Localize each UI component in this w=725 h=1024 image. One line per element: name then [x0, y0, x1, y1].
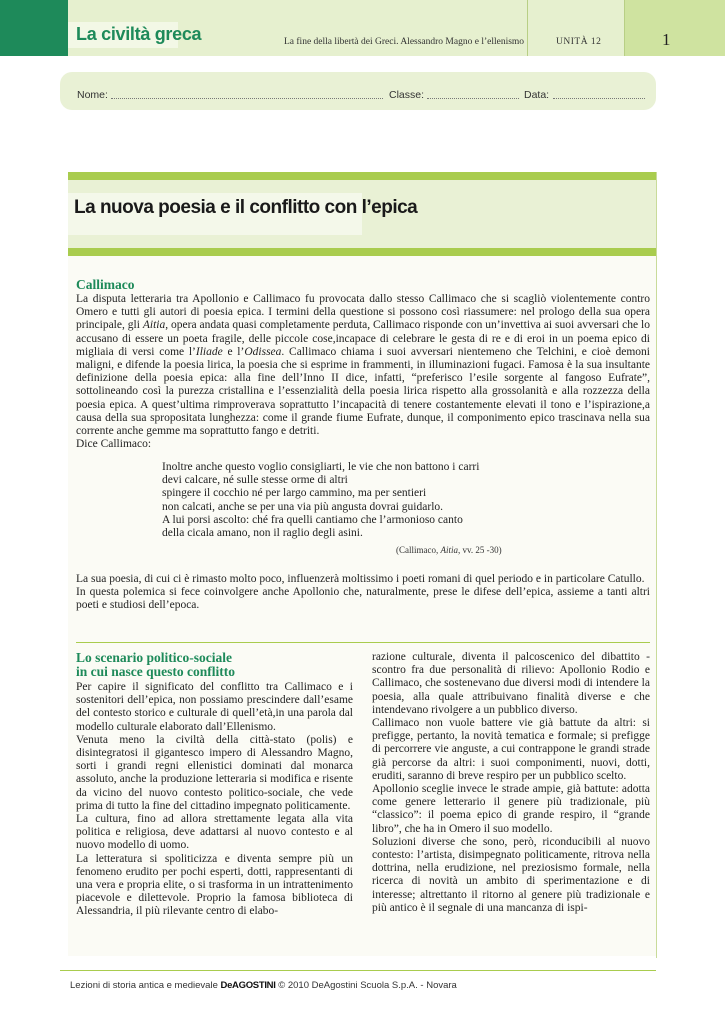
title-band-bottom — [68, 248, 656, 256]
scenario-right-column — [372, 651, 650, 915]
footer — [70, 980, 457, 991]
paragraph: In questa polemica si fece coinvolgere anche Apollonio che, naturalmente, prese le difese dell’epica, assieme a tanti altri poeti e studiosi dell’epoca. — [76, 586, 650, 612]
header-divider — [624, 0, 625, 56]
name-label: Nome: — [77, 89, 108, 101]
student-info-bar — [60, 72, 656, 110]
callimaco-conclusion — [76, 573, 650, 613]
callimaco-paragraph: La disputa letteraria tra Apollonio e Callimaco fu provocata dallo stesso Callimaco che si scagliò violentemente contro Omero e tutti gli autori di poesia epica. I termini della questione si possono così riassumere: nel prologo della sua opera principale, gli Aitia, opera andata quasi completamente perduta, Callimaco risponde con un’invettiva ai suoi avversari che lo accusano di essere un poeta fragile, delle piccole cose,incapace di celebrare le gesta di re e di eroi in un poema epico di migliaia di versi come l’Iliade e l’Odissea. Callimaco chiama i suoi avversari nientemeno che Telchini, e cioè demoni maligni, e difende la poesia lirica, la poesia che si esprime in frammenti, in illuminazioni fugaci. Famosa è la sua insultante definizione della poesia epica: alla fine dell’Inno II dice, infatti, “preferisco l’esile sorgente al fangoso Eufrate”, sottolineando così la purezza cristallina e l’essenzialità della poesia lirica rispetto alla grossolanità e alla rozzezza della poesia epica. A quest’ultima rimproverava soprattutto l’incapacità di tenere costantemente elevati il tono e l’ispirazione,a causa della sua spropositata lunghezza: come il grande fiume Eufrate, dunque, il componimento epico trascinava nella sua corrente anche gemme ma soprattutto fango e detriti. Dice Callimaco: — [76, 293, 650, 451]
poem-line: non calcati, anche se per una via più angusta dovrai guidarlo. — [162, 500, 444, 513]
paragraph: Venuta meno la civiltà della città-stato (polis) e disintegratosi il gigantesco impero di Alessandro Magno, sorti i grandi regni ellenistici dominati dal monarca assoluto, anche la produzione letteraria si modifica e risente da vicino del nuovo contesto politico-sociale, che vede prima di tutto la fine del cittadino impegnato politicamente. — [76, 733, 353, 812]
scenario-left-column — [76, 681, 353, 919]
date-label: Data: — [524, 89, 550, 101]
class-label: Classe: — [389, 89, 425, 101]
page-title: La nuova poesia e il conflitto con l’epica — [74, 197, 418, 218]
section-heading-scenario: Lo scenario politico-sociale in cui nasce questo conflitto — [76, 650, 236, 679]
paragraph: Per capire il significato del conflitto tra Callimaco e i sostenitori dell’epica, non possiamo prescindere dall’esame del contesto storico e culturale di quell’età,in una parola dal modello culturale elaborato dall’Ellenismo. — [76, 681, 353, 733]
page-number: 1 — [662, 30, 671, 49]
poem-line: Inoltre anche questo voglio consigliarti, le vie che non battono i carri — [162, 461, 480, 473]
paragraph: La sua poesia, di cui ci è rimasto molto poco, influenzerà moltissimo i poeti romani di quel periodo e in particolare Catullo. — [76, 573, 645, 585]
header-divider — [527, 0, 528, 56]
course-title: Lezioni di storia antica e medievale — [70, 980, 218, 991]
title-band-top — [68, 172, 656, 180]
unit-label: UNITÀ 12 — [556, 37, 602, 47]
copyright: © 2010 DeAgostini Scuola S.p.A. - Novara — [278, 980, 457, 991]
name-field[interactable] — [111, 98, 383, 99]
poem-line: A lui porsi ascolto: ché fra quelli cantiamo che l’armonioso canto — [162, 513, 463, 526]
footer-divider — [60, 970, 656, 971]
poem-line: spingere il cocchio né per largo cammino, ma per sentieri — [162, 487, 427, 500]
poem-line: devi calcare, né sulle stesse orme di altri — [162, 474, 348, 487]
chapter-topic: La fine della libertà dei Greci. Alessandro Magno e l’ellenismo — [284, 37, 525, 47]
date-field[interactable] — [553, 98, 645, 99]
header-accent — [0, 0, 68, 56]
paragraph: razione culturale, diventa il palcoscenico del dibattito - scontro fra due personalità di rilievo: Apollonio Rodio e Callimaco, che sostenevano due diversi modi di intendere la poesia, alla quale attribuivano finalità diverse e che intendevano rivolgere a un pubblico diverso. — [372, 651, 650, 716]
section-heading-callimaco: Callimaco — [76, 277, 135, 292]
poem-citation: (Callimaco, Aitia, vv. 25 -30) — [396, 545, 502, 555]
header-page-area — [624, 0, 725, 56]
class-field[interactable] — [427, 98, 519, 99]
paragraph: Callimaco non vuole battere vie già battute da altri: si prefigge, pertanto, la novità tematica e formale; si prefigge di percorrere vie anguste, a cui contrappone le grandi strade già percorse da altri: i suoi componimenti, nuovi, dotti, eruditi, saranno di breve respiro per un pubblico scelto. — [372, 717, 650, 782]
quote-intro: Dice Callimaco: — [76, 438, 152, 451]
content-frame-line — [656, 172, 657, 958]
paragraph: La letteratura si spoliticizza e diventa sempre più un fenomeno erudito per pochi esperti, dotti, rappresentanti di una vera e propria elite, o si trasforma in un intrattenimento piacevole e dilettevole. Proprio la famosa biblioteca di Alessandria, il più rilevante centro di elabo- — [76, 852, 353, 918]
publisher-logo: DeAGOSTINI — [220, 980, 276, 991]
section-divider — [76, 642, 650, 643]
paragraph: Soluzioni diverse che sono, però, riconducibili al nuovo contesto: l’artista, disimpegnato politicamente, ritrova nella dottrina, nella erudizione, nel preziosismo formale, nella ricerca di novità un ambito di sperimentazione e di interesse; altrettanto il ritorno al genere più tradizionale e più antico è il segnale di una mancanza di ispi- — [372, 835, 650, 914]
subject-title: La civiltà greca — [76, 24, 202, 44]
paragraph: La cultura, fino ad allora strettamente legata alla vita politica e religiosa, deve adattarsi al nuovo contesto e al nuovo modello di uomo. — [76, 813, 353, 852]
poem-line: della cicala amano, non il raglio degli asini. — [162, 527, 363, 540]
paragraph: Apollonio sceglie invece le strade ampie, già battute: adotta come genere letterario il genere più tradizionale, più “classico”: il poema epico di grande respiro, il “grande libro”, che ha in Omero il suo modello. — [372, 783, 650, 835]
poem-quote — [162, 461, 642, 540]
